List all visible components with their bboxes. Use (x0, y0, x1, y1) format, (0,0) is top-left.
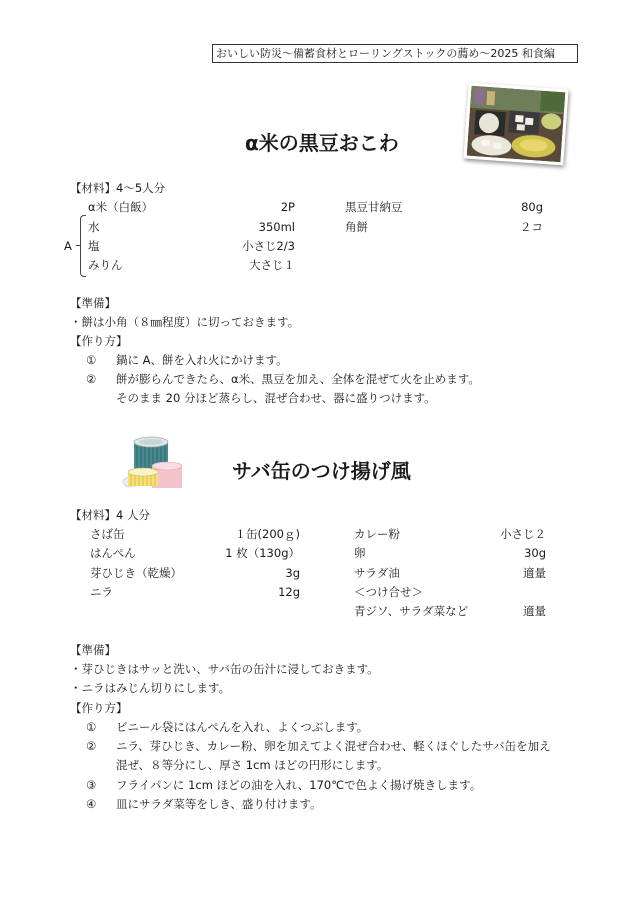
step-number: ① (86, 720, 97, 734)
recipe2-ingredient-qty: 30g (524, 546, 546, 560)
canned-food-illustration (122, 434, 186, 492)
step-number: ③ (86, 778, 97, 792)
recipe1-title: α米の黒豆おこわ (245, 131, 399, 155)
step-text: 混ぜ、８等分にし、厚さ 1cm ほどの円形にします。 (116, 758, 389, 772)
recipe2-ingredient-qty: 小さじ２ (500, 527, 546, 541)
recipe1-ingredient-name: α米（白飯） (88, 200, 154, 214)
recipe1-ingredient-name: みりん (88, 258, 123, 272)
recipe1-ingredient-qty: 350ml (258, 220, 295, 234)
recipe2-ingredient-name: 芽ひじき（乾燥） (90, 566, 182, 580)
recipe2-ingredient-name: サラダ油 (354, 566, 400, 580)
recipe1-ingredient-name: 角餅 (345, 220, 368, 234)
recipe1-prep-heading: 【準備】 (70, 296, 116, 310)
step-number: ① (86, 353, 97, 367)
series-header: おいしい防災～備蓄食材とローリングストックの薦め～2025 和食編 (212, 44, 578, 63)
step-text: 餅が膨らんできたら、α米、黒豆を加え、全体を混ぜて火を止めます。 (116, 372, 480, 386)
recipe2-ingredient-name: 卵 (354, 546, 366, 560)
recipe2-ingredient-name: はんぺん (90, 546, 136, 560)
recipe1-steps-heading: 【作り方】 (70, 334, 128, 348)
step-number: ② (86, 739, 97, 753)
ingredient-group-label: A (64, 239, 72, 253)
recipe2-title: サバ缶のつけ揚げ風 (232, 459, 411, 483)
ingredient-group-bracket (80, 215, 86, 277)
recipe1-ingredient-qty: 大さじ１ (249, 258, 295, 272)
recipe2-prep-heading: 【準備】 (70, 643, 116, 657)
recipe2-prep-item: ・ニラはみじん切りにします。 (70, 681, 231, 695)
dish-photo-image (467, 86, 566, 162)
step-text: フライパンに 1cm ほどの油を入れ、170℃で色よく揚げ焼きします。 (116, 778, 482, 792)
dish-photo (463, 83, 568, 166)
garnish-heading: ＜つけ合せ＞ (354, 585, 423, 599)
recipe1-ingredient-name: 水 (88, 220, 100, 234)
recipe1-ingredient-name: 塩 (88, 239, 100, 253)
recipe2-ingredient-qty: １缶(200ｇ) (234, 527, 300, 541)
recipe2-ingredient-name: 青ジソ、サラダ菜など (354, 604, 469, 618)
step-text: 鍋に A、餅を入れ火にかけます。 (116, 353, 288, 367)
step-text: そのまま 20 分ほど蒸らし、混ぜ合わせ、器に盛りつけます。 (116, 391, 436, 405)
step-text: 皿にサラダ菜等をしき、盛り付けます。 (116, 797, 322, 811)
recipe2-ingredient-qty: 1 枚（130g） (225, 546, 300, 560)
recipe1-ingredient-qty: ２コ (520, 220, 543, 234)
recipe1-ingredient-qty: 80g (521, 200, 543, 214)
recipe2-ingredient-qty: 適量 (523, 566, 546, 580)
step-text: ニラ、芽ひじき、カレー粉、卵を加えてよく混ぜ合わせ、軽くほぐしたサバ缶を加え (116, 739, 551, 753)
recipe1-ingredient-name: 黒豆甘納豆 (345, 200, 403, 214)
recipe2-steps-heading: 【作り方】 (70, 701, 128, 715)
ingredient-group-bracket-tick (76, 245, 81, 246)
recipe2-ingredient-qty: 適量 (523, 604, 546, 618)
recipe1-ingredient-qty: 小さじ2/3 (241, 239, 295, 253)
step-number: ② (86, 372, 97, 386)
recipe1-materials-heading: 【材料】4～5人分 (70, 181, 166, 195)
recipe2-ingredient-qty: 3g (285, 566, 300, 580)
recipe2-materials-heading: 【材料】4 人分 (70, 508, 150, 522)
step-text: ビニール袋にはんぺんを入れ、よくつぶします。 (116, 720, 369, 734)
recipe2-ingredient-name: さば缶 (90, 527, 125, 541)
recipe2-ingredient-qty: 12g (278, 585, 300, 599)
recipe2-ingredient-name: カレー粉 (354, 527, 400, 541)
recipe2-prep-item: ・芽ひじきはサッと洗い、サバ缶の缶汁に浸しておきます。 (70, 662, 379, 676)
step-number: ④ (86, 797, 97, 811)
recipe1-ingredient-qty: 2P (280, 200, 295, 214)
recipe2-ingredient-name: ニラ (90, 585, 113, 599)
recipe1-prep-item: ・餅は小角（８㎜程度）に切っておきます。 (70, 315, 300, 329)
